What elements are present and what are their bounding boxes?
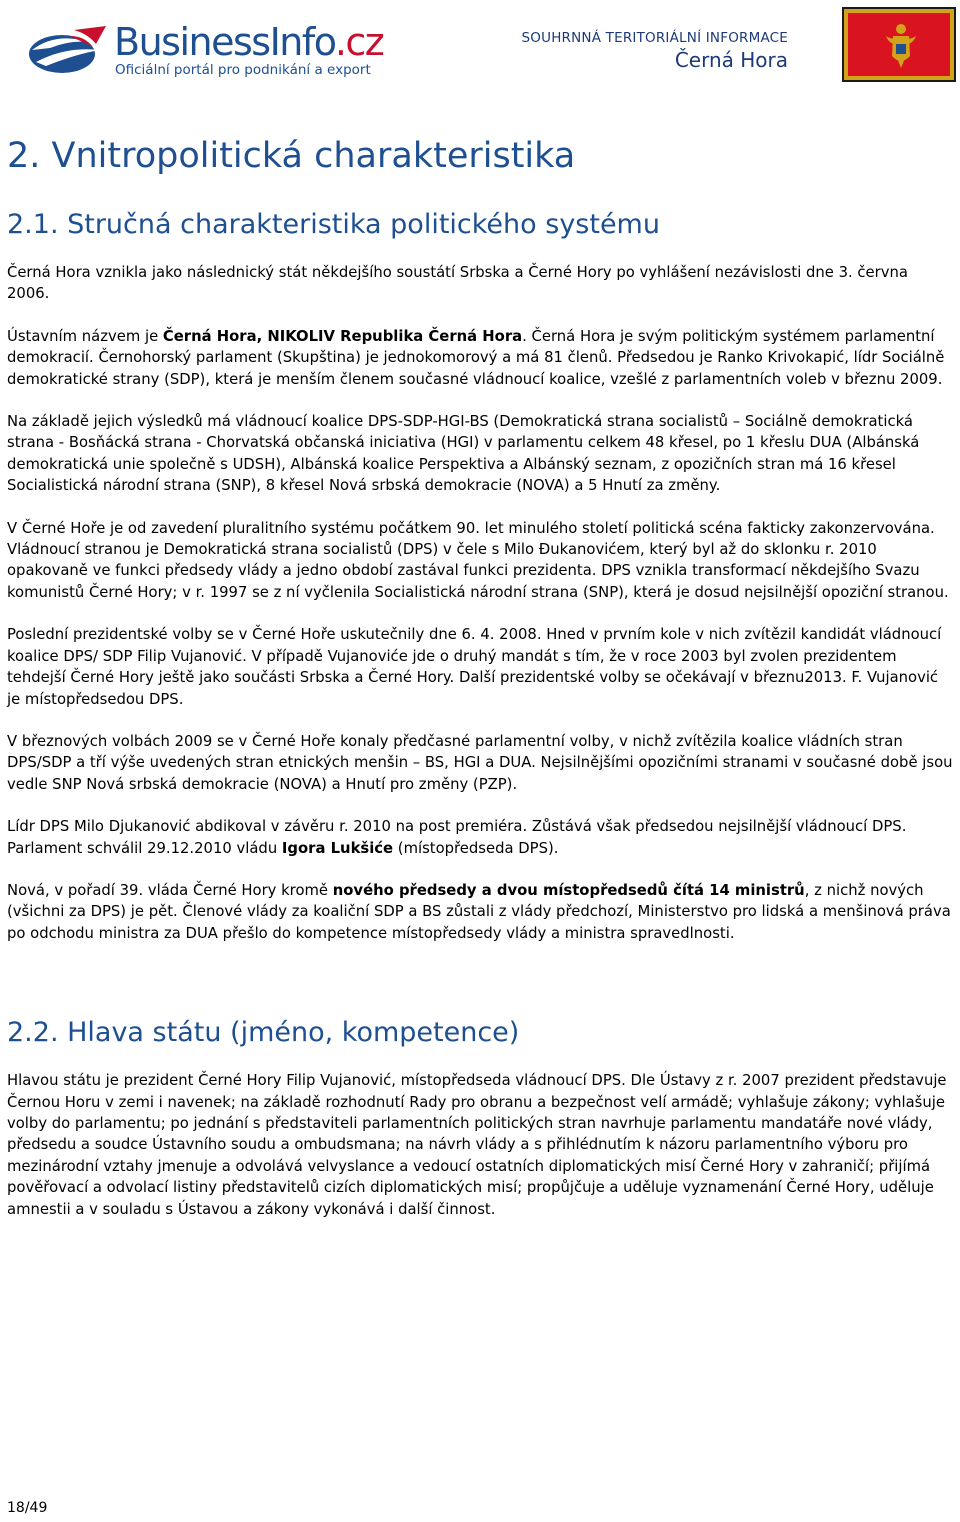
montenegro-flag-icon [842,7,956,82]
businessinfo-logo[interactable] [26,20,386,84]
paragraph: Hlavou státu je prezident Černé Hory Filip Vujanović, místopředseda vládnoucí DPS. Dle Ústavy z r. 2007 prezident představuje Černou Horu v zemi i navenek; na základě rozhodnutí Rady pro obranu a bezpečnost velí armádě; vyhlašuje zákony; vyhlašuje volby do parlamentu; po jednání s představiteli parlamentních politických stran navrhuje parlamentu mandatáře nové vlády, předsedu a soudce Ústavního soudu a ombudsmana; na návrh vlády a s přihlédnutím k názoru parlamentního výboru pro mezinárodní vztahy jmenuje a odvolává velvyslance a vedoucí ostatních diplomatických misí Černé Hory v zahraničí; přijímá pověřovací a odvolací listiny představitelů cizích diplomatických misí; propůjčuje a uděluje vyznamenání Černé Hory, uděluje amnestii a v souladu s Ústavou a zákony vykonává i další činnost. [7,1072,947,1218]
paragraph: V březnových volbách 2009 se v Černé Hoře konaly předčasné parlamentní volby, v nichž zvítězila koalice vládních stran DPS/SDP a tří výše uvedených stran etnických menšin – BS, HGI a DUA. Nejsilnějšími opozičními stranami v současné době jsou vedle SNP Nová srbská demokracie (NOVA) a Hnutí pro změny (PZP). [7,732,953,793]
logo-name: BusinessInfo.cz [114,20,384,64]
header-label: SOUHRNNÁ TERITORIÁLNÍ INFORMACE [521,30,788,46]
paragraph: Černá Hora vznikla jako následnický stát někdejšího soustátí Srbska a Černé Hory po vyhlášení nezávislosti dne 3. června 2006. [7,264,908,303]
page-header [0,0,960,90]
header-country: Černá Hora [674,48,788,72]
coat-of-arms-icon [884,22,918,70]
page-number: 18/49 [7,1500,48,1516]
paragraph: Lídr DPS Milo Djukanović abdikoval v závěru r. 2010 na post premiéra. Zůstává však předsedou nejsilnější vládnoucí DPS. Parlament schválil 29.12.2010 vládu Igora Lukšiće (místopředseda DPS). [7,818,907,857]
paragraph: Na základě jejich výsledků má vládnoucí koalice DPS-SDP-HGI-BS (Demokratická strana socialistů – Sociálně demokratická strana - Bosňácká strana - Chorvatská občanská iniciativa (HGI) v parlamentu celkem 48 křesel, po 1 křeslu DUA (Albánská demokratická unie společně s UDSH), Albánská koalice Perspektiva a Albánský seznam, z opozičních stran má 16 křesel Socialistická národní strana (SNP), 8 křesel Nová srbská demokracie (NOVA) a 5 Hnutí za změny. [7,413,920,495]
paragraph: Nová, v pořadí 39. vláda Černé Hory kromě nového předsedy a dvou místopředsedů čítá 14 ministrů, z nichž nových (všichni za DPS) je pět. Členové vlády za koaliční SDP a BS zůstali z vlády předchozí, Ministerstvo pro lidská a menšinová práva po odchodu ministra za DUA přešlo do kompetence místopředsedy vlády a ministra spravedlnosti. [7,881,951,942]
paragraph: Ústavním názvem je Černá Hora, NIKOLIV Republika Černá Hora. Černá Hora je svým politickým systémem parlamentní demokracií. Černohorský parlament (Skupština) je jednokomorový a má 81 členů. Předsedou je Ranko Krivokapić, lídr Sociálně demokratické strany (SDP), která je menším členem současné vládnoucí koalice, vzešlé z parlamentních voleb v březnu 2009. [7,327,945,388]
logo-tagline: Oficiální portál pro podnikání a export [115,62,371,78]
document-body [7,134,953,1241]
logo-domain: .cz [334,20,384,64]
section-heading-2-2: 2.2. Hlava státu (jméno, kompetence) [7,1017,520,1049]
paragraph: V Černé Hoře je od zavedení pluralitního systému počátkem 90. let minulého století politická scéna fakticky zakonzervována. Vládnoucí stranou je Demokratická strana socialistů (DPS) v čele s Milo Đukanovićem, který byl až do sklonku r. 2010 opakovaně ve funkci předsedy vlády a jedno období zastával funkci prezidenta. DPS vznikla transformací někdejšího Svazu komunistů Černé Hory; v r. 1997 se z ní vyčlenila Socialistická národní strana (SNP), která je dosud nejsilnější opoziční stranou. [7,519,949,601]
section-heading-2-1: 2.1. Stručná charakteristika politického systému [7,209,660,240]
logo-mark-icon [26,24,108,78]
page-title: 2. Vnitropolitická charakteristika [7,136,576,176]
header-info [522,30,788,72]
paragraph: Poslední prezidentské volby se v Černé Hoře uskutečnily dne 6. 4. 2008. Hned v prvním kole v nich zvítězil kandidát vládnoucí koalice DPS/ SDP Filip Vujanović. V případě Vujanoviće jde o druhý mandát s tím, že v roce 2003 byl zvolen prezidentem tehdejší Černé Hory ještě jako součásti Srbska a Černé Hory. Další prezidentské volby se očekávají v březnu2013. F. Vujanović je místopředsedou DPS. [7,626,942,708]
